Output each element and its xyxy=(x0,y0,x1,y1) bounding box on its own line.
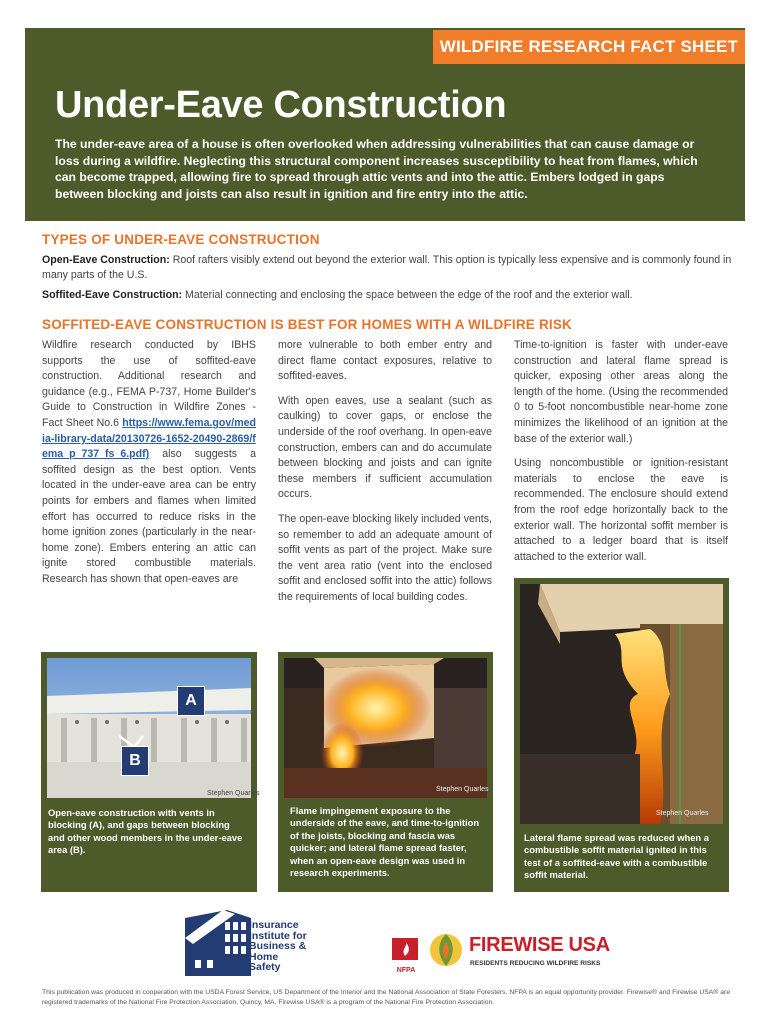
column-2-paragraph-3: The open-eave blocking likely included vents, so remember to add an adequate amount of soffit vents as part of the project. Make sure the vent area ratio (vent into the enclosed soffit and enclosed soffit into the attic) follows the requirements of local building codes. xyxy=(278,512,492,603)
footer-note: This publication was produced in cooperation with the USDA Forest Service, US Department of the Interior and the National Association of State Foresters. NFPA is an equal opportunity provider. Firewise® and Firewise USA® are registered trademarks of the National Fire Protection Association, Quincy, MA. Firewise USA® is a program of the National Fire Protection Association. xyxy=(42,989,731,1006)
ibhs-line-4: Home xyxy=(249,950,279,963)
open-eave-photo xyxy=(47,658,251,798)
photo-panel-2 xyxy=(278,652,493,892)
photo-3-caption: Lateral flame spread was reduced when a combustible soffit material ignited in this test of a soffited-eave with a combustible soffit material. xyxy=(524,832,709,881)
photo-2-credit: Stephen Quarles xyxy=(436,786,489,793)
soffited-eave-term: Soffited-Eave Construction: xyxy=(42,289,183,301)
fact-sheet-tag: WILDFIRE RESEARCH FACT SHEET xyxy=(433,30,745,64)
column-1 xyxy=(42,338,256,597)
ibhs-line-3: Business & xyxy=(249,940,307,953)
nfpa-wordmark: NFPA xyxy=(396,967,416,974)
photo-1-credit: Stephen Quarles xyxy=(207,790,260,797)
photo-panel-1 xyxy=(41,652,260,892)
soffited-best-heading: SOFFITED-EAVE CONSTRUCTION IS BEST FOR HOMES WITH A WILDFIRE RISK xyxy=(42,317,572,332)
column-1-paragraph xyxy=(42,338,256,588)
ibhs-line-2: Institute for xyxy=(249,929,307,942)
column-3-paragraph-2: Using noncombustible or ignition-resistant materials to enclose the eave is recommended. The enclosure should extend from the roof edge horizontally back to the exterior wall. The horizontal soffit member is attached to a ledger board that is itself attached to the exterior wall. xyxy=(514,457,728,563)
photo-3-credit: Stephen Quarles xyxy=(656,810,709,817)
soffited-eave-text: Material connecting and enclosing the space between the edge of the roof and the exterior wall. xyxy=(185,289,633,301)
firewise-badge xyxy=(428,930,464,970)
firewise-tagline: RESIDENTS REDUCING WILDFIRE RISKS xyxy=(470,960,601,967)
nfpa-logo xyxy=(390,936,422,972)
firewise-wordmark: FIREWISE USA xyxy=(469,934,610,956)
intro-paragraph: The under-eave area of a house is often overlooked when addressing vulnerabilities that can cause damage or loss during a wildfire. Neglecting this structural component increases susceptibility to heat from flames, which can become trapped, allowing fire to spread through attic vents and into the attic. Embers lodged in gaps between blocking and joists can also result in ignition and fire entry into the attic. xyxy=(55,137,698,201)
label-a-marker: A xyxy=(177,686,205,716)
page-title: Under-Eave Construction xyxy=(55,84,507,126)
lateral-flame-photo xyxy=(520,584,723,824)
column-1-text-a: Wildfire research conducted by IBHS supports the use of soffited-eave construction. Additional research and guidance (e.g., FEMA P-737, Home Builder's Guide to Construction in Wildfire Zones - Fact Sheet No.6 xyxy=(42,339,256,429)
column-3 xyxy=(514,338,728,574)
open-eave-term: Open-Eave Construction: xyxy=(42,254,170,266)
fema-link[interactable]: https://www.fema.gov/media-library-data/20130726-1652-20490-2869/fema_p_737_fs_6.pdf) xyxy=(42,416,256,461)
ibhs-logo xyxy=(183,908,323,978)
ibhs-line-1: Insurance xyxy=(249,919,299,931)
soffited-eave-definition xyxy=(42,288,732,303)
column-2 xyxy=(278,338,492,615)
types-heading: TYPES OF UNDER-EAVE CONSTRUCTION xyxy=(42,232,320,247)
column-2-paragraph-2: With open eaves, use a sealant (such as caulking) to cover gaps, or enclose the underside of the roof overhang. In open-eave construction, embers can and do accumulate between blocking and joists and can ignite these members if sufficient accumulation occurs. xyxy=(278,394,492,501)
flame-impingement-photo xyxy=(284,658,487,798)
label-b-marker: B xyxy=(121,746,149,776)
ibhs-wordmark xyxy=(249,920,307,973)
photo-1-caption: Open-eave construction with vents in blocking (A), and gaps between blocking and other wood members in the under-eave area (B). xyxy=(48,807,243,856)
photo-2-caption: Flame impingement exposure to the underside of the eave, and time-to-ignition of the joists, blocking and fascia was quicker; and lateral flame spread faster, when an open-eave design was used in research experiments. xyxy=(290,805,480,879)
column-1-text-b: also suggests a soffited design as the best option. Vents located in the under-eave area can be entry points for embers and flames when limited effort has occurred to reduce risks in the home ignition zones (particularly in the near-home zone). Embers entering an attic can ignite stored combustible materials. Research has shown that open-eaves are xyxy=(42,448,256,585)
column-3-paragraph-1: Time-to-ignition is faster with under-eave construction and lateral flame spread is quicker, exposing other areas along the length of the home. (Using the recommended 0 to 5-foot noncombustible near-home zone minimizes the likelihood of an ignition at the base of the exterior wall.) xyxy=(514,339,728,445)
photo-panel-3 xyxy=(514,578,729,892)
ibhs-line-5: Safety xyxy=(249,961,281,974)
firewise-leaf-icon xyxy=(428,930,464,970)
open-eave-text: Roof rafters visibly extend out beyond the exterior wall. This option is typically less expensive and is commonly found in many parts of the U.S. xyxy=(42,254,732,281)
open-eave-definition xyxy=(42,253,732,283)
column-2-paragraph-1: more vulnerable to both ember entry and direct flame contact exposures, relative to soffited-eaves. xyxy=(278,339,492,383)
nfpa-flame-icon xyxy=(390,936,422,964)
